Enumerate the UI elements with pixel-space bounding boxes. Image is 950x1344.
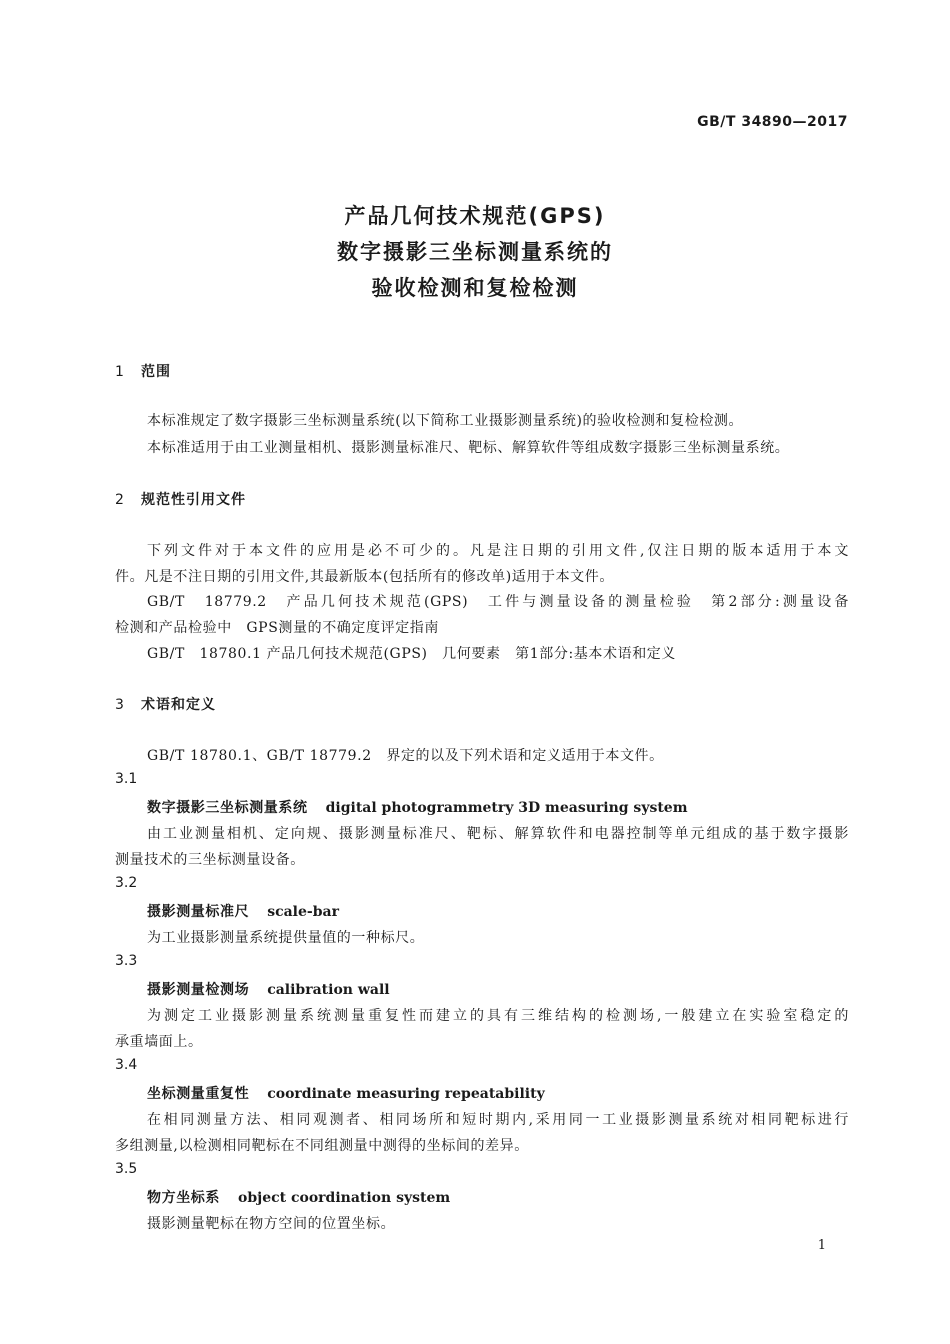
term-definition-line-1: 为工业摄影测量系统提供量值的一种标尺。	[147, 930, 425, 946]
term-heading	[147, 797, 688, 817]
section-number: 2	[115, 492, 125, 508]
term-number: 3.4	[115, 1057, 138, 1073]
term-number: 3.5	[115, 1161, 138, 1177]
title-line-3: 验收检测和复检检测	[371, 276, 579, 300]
term-heading	[147, 1083, 545, 1103]
term-chinese: 摄影测量检测场	[147, 982, 250, 998]
standard-code: GB/T 34890—2017	[697, 114, 848, 130]
term-definition-line-1: 由工业测量相机、定向规、摄影测量标准尺、靶标、解算软件和电器控制等单元组成的基于数字摄影	[147, 826, 849, 842]
section-title: 规范性引用文件	[141, 492, 246, 508]
term-heading	[147, 1187, 450, 1207]
reference-1-line-1: GB/T 18779.2 产品几何技术规范(GPS) 工件与测量设备的测量检验 第2部分:测量设备	[147, 594, 849, 610]
title-line-1: 产品几何技术规范(GPS)	[344, 204, 606, 228]
term-definition-line-1: 为测定工业摄影测量系统测量重复性而建立的具有三维结构的检测场,一般建立在实验室稳定的	[147, 1008, 849, 1024]
section-number: 3	[115, 697, 125, 713]
term-chinese: 坐标测量重复性	[147, 1086, 250, 1102]
section-number: 1	[115, 364, 125, 380]
section-title: 范围	[141, 364, 171, 380]
scope-paragraph-1: 本标准规定了数字摄影三坐标测量系统(以下简称工业摄影测量系统)的验收检测和复检检测。	[147, 413, 744, 429]
page-number: 1	[817, 1238, 826, 1253]
reference-1-line-2: 检测和产品检验中 GPS测量的不确定度评定指南	[115, 620, 439, 636]
term-chinese: 数字摄影三坐标测量系统	[147, 800, 308, 816]
term-chinese: 物方坐标系	[147, 1190, 220, 1206]
term-definition-line-2: 测量技术的三坐标测量设备。	[115, 852, 305, 868]
term-heading	[147, 901, 339, 921]
references-intro-line-1: 下列文件对于本文件的应用是必不可少的。凡是注日期的引用文件,仅注日期的版本适用于本文	[147, 543, 849, 559]
term-english: digital photogrammetry 3D measuring system	[325, 800, 688, 816]
term-number: 3.3	[115, 953, 138, 969]
term-english: scale-bar	[267, 904, 339, 920]
term-heading	[147, 979, 390, 999]
term-number: 3.2	[115, 875, 138, 891]
term-definition-line-2: 承重墙面上。	[115, 1034, 203, 1050]
references-intro-line-2: 件。凡是不注日期的引用文件,其最新版本(包括所有的修改单)适用于本文件。	[115, 569, 614, 585]
term-definition-line-1: 摄影测量靶标在物方空间的位置坐标。	[147, 1216, 396, 1232]
terms-intro: GB/T 18780.1、GB/T 18779.2 界定的以及下列术语和定义适用于本文件。	[147, 748, 664, 764]
section-title: 术语和定义	[141, 697, 216, 713]
title-line-2: 数字摄影三坐标测量系统的	[337, 240, 613, 264]
reference-2: GB/T 18780.1 产品几何技术规范(GPS) 几何要素 第1部分:基本术语和定义	[147, 646, 677, 662]
term-chinese: 摄影测量标准尺	[147, 904, 250, 920]
section-3-heading	[115, 694, 216, 714]
term-english: object coordination system	[238, 1190, 451, 1206]
term-definition-line-1: 在相同测量方法、相同观测者、相同场所和短时期内,采用同一工业摄影测量系统对相同靶标进行	[147, 1112, 849, 1128]
scope-paragraph-2: 本标准适用于由工业测量相机、摄影测量标准尺、靶标、解算软件等组成数字摄影三坐标测量系统。	[147, 440, 790, 456]
term-definition-line-2: 多组测量,以检测相同靶标在不同组测量中测得的坐标间的差异。	[115, 1138, 529, 1154]
term-number: 3.1	[115, 771, 138, 787]
term-english: coordinate measuring repeatability	[267, 1086, 545, 1102]
term-english: calibration wall	[267, 982, 390, 998]
section-1-heading	[115, 361, 171, 381]
section-2-heading	[115, 489, 246, 509]
